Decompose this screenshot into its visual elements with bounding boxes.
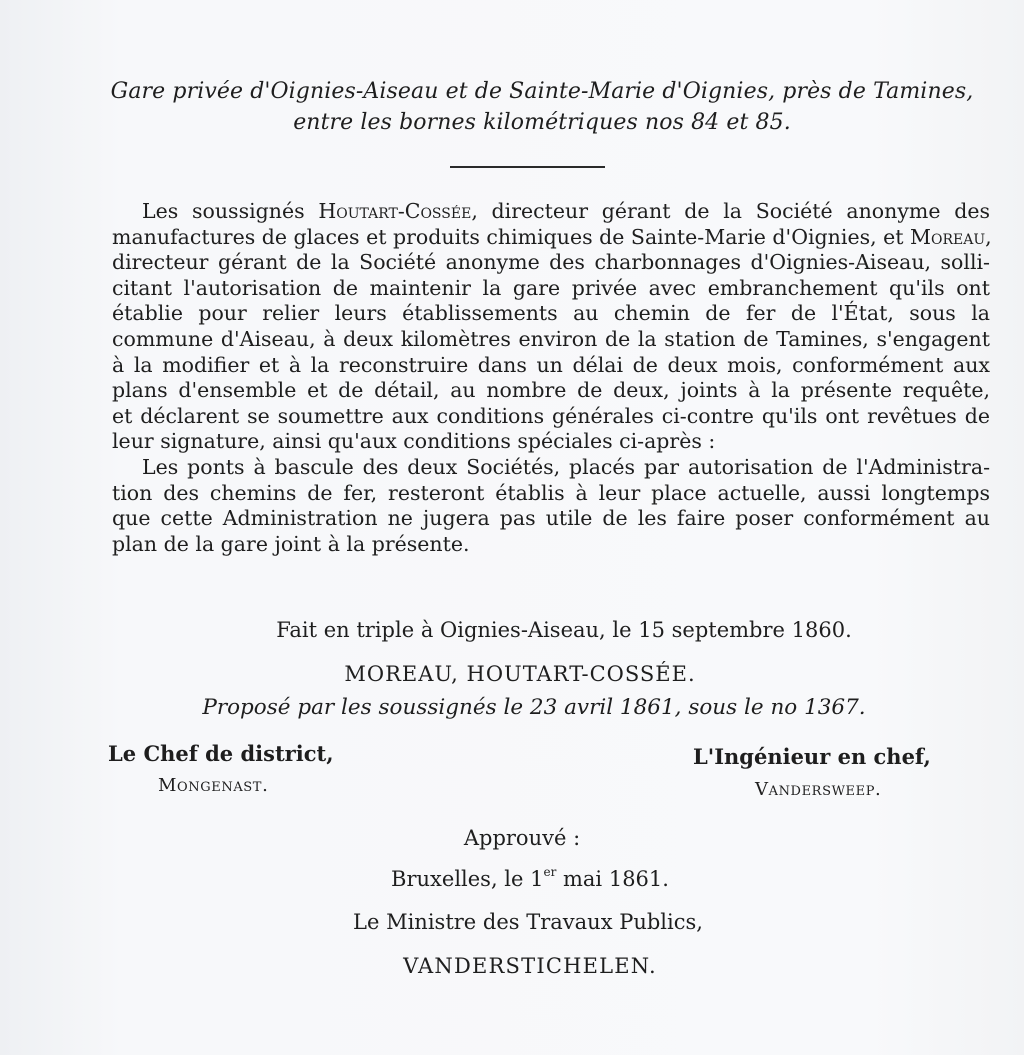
- date-text: Bruxelles, le 1: [391, 867, 544, 891]
- date-text: mai 1861.: [556, 867, 669, 891]
- body-line: [82, 199, 990, 225]
- document-body: [82, 199, 990, 557]
- signers-line: MOREAU, HOUTART-COSSÉE.: [344, 662, 696, 686]
- fait-line: Fait en triple à Oignies-Aiseau, le 15 septembre 1860.: [276, 618, 852, 642]
- text-run: ,: [985, 224, 992, 249]
- body-line: directeur gérant de la Société anonyme des charbonnages d'Oignies-Aiseau, solli-: [112, 250, 990, 275]
- ingenieur-title: L'Ingénieur en chef,: [693, 744, 931, 769]
- body-line: plans d'ensemble et de détail, au nombre de deux, joints à la présente requête,: [112, 378, 990, 403]
- body-line: citant l'autorisation de maintenir la gare privée avec embranchement qu'ils ont: [112, 275, 990, 300]
- date-ordinal: er: [543, 865, 557, 879]
- body-line: tion des chemins de fer, resteront établis à leur place actuelle, aussi longtemps: [112, 480, 990, 505]
- body-line: que cette Administration ne jugera pas utile de les faire poser conformément au: [112, 506, 990, 531]
- body-line: plan de la gare joint à la présente.: [112, 531, 470, 556]
- propose-line: Proposé par les soussignés le 23 avril 1861, sous le no 1367.: [202, 695, 866, 720]
- paragraph-request: [82, 199, 990, 455]
- name-moreau: Moreau: [910, 224, 986, 249]
- header-divider: [450, 166, 605, 168]
- ministre-name: VANDERSTICHELEN.: [403, 954, 657, 978]
- document-header: [60, 76, 1024, 138]
- body-line: [82, 225, 990, 251]
- body-line: établie pour relier leurs établissements au chemin de fer de l'État, sous la: [112, 301, 990, 326]
- body-line: à la modifier et à la reconstruire dans un délai de deux mois, conformément aux: [112, 352, 990, 377]
- name-houtart-cossee: Houtart-Cossée: [318, 199, 472, 223]
- paragraph-conditions: [82, 455, 990, 557]
- text-run: , directeur gérant de la Société anonyme des: [471, 199, 990, 223]
- text-run: Les soussignés: [142, 199, 319, 223]
- bruxelles-date-line: [18, 867, 1024, 891]
- body-line: commune d'Aiseau, à deux kilomètres environ de la station de Tamines, s'engagent: [112, 326, 990, 351]
- text-run: manufactures de glaces et produits chimiques de Sainte-Marie d'Oignies, et: [112, 224, 911, 249]
- chef-district-name: Mongenast.: [158, 775, 269, 796]
- header-line-1: Gare privée d'Oignies-Aiseau et de Sainte-Marie d'Oignies, près de Tamines,: [110, 79, 974, 104]
- ingenieur-name: Vandersweep.: [755, 779, 882, 800]
- chef-district-title: Le Chef de district,: [108, 741, 334, 766]
- approuve-line: Approuvé :: [463, 826, 581, 850]
- ministre-line: Le Ministre des Travaux Publics,: [353, 910, 703, 934]
- body-line: Les ponts à bascule des deux Sociétés, placés par autorisation de l'Administra-: [142, 454, 990, 479]
- body-line: leur signature, ainsi qu'aux conditions spéciales ci-après :: [112, 429, 716, 454]
- header-line-2: entre les bornes kilométriques nos 84 et 85.: [293, 110, 791, 135]
- body-line: et déclarent se soumettre aux conditions générales ci-contre qu'ils ont revêtues de: [112, 403, 990, 428]
